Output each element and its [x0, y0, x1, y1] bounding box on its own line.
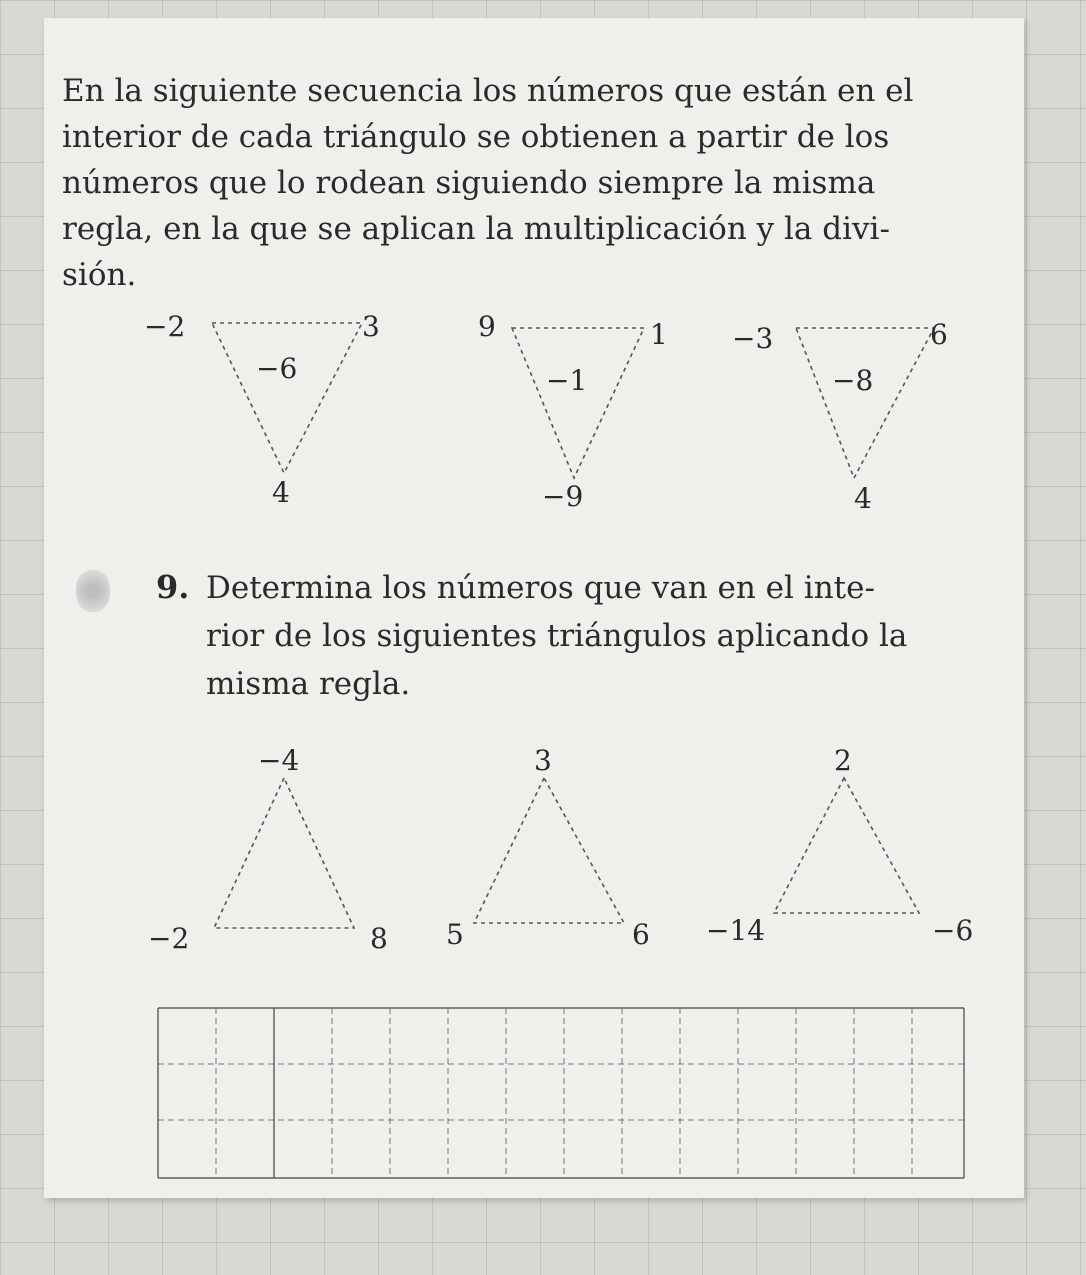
- example-triangle-2: [512, 328, 644, 478]
- example-2-bottom: −9: [542, 480, 584, 513]
- example-1-top-left: −2: [144, 310, 186, 343]
- example-3-bottom: 4: [854, 482, 872, 515]
- problem-2-bottom-left: 5: [446, 918, 464, 951]
- problem-1-bottom-right: 8: [370, 922, 388, 955]
- problem-triangle-3: [774, 778, 919, 913]
- problem-3-bottom-left: −14: [706, 914, 766, 947]
- intro-line: interior de cada triángulo se obtienen a partir de los: [62, 119, 890, 155]
- problem-3-bottom-right: −6: [932, 914, 974, 947]
- example-3-top-left: −3: [732, 322, 774, 355]
- intro-line: sión.: [62, 257, 137, 293]
- problem-triangle-1: [214, 778, 354, 928]
- exercise-number: 9.: [156, 568, 190, 606]
- example-2-inside: −1: [546, 364, 588, 397]
- exercise-line: rior de los siguientes triángulos aplicando la: [206, 618, 908, 654]
- example-2-top-left: 9: [478, 310, 496, 343]
- worksheet-stamp-icon: [76, 570, 110, 612]
- example-1-top-right: 3: [362, 310, 380, 343]
- intro-line: En la siguiente secuencia los números que están en el: [62, 73, 914, 109]
- problem-1-bottom-left: −2: [148, 922, 190, 955]
- example-1-bottom: 4: [272, 476, 290, 509]
- example-1-inside: −6: [256, 352, 298, 385]
- problem-2-bottom-right: 6: [632, 918, 650, 951]
- example-2-top-right: 1: [650, 318, 668, 351]
- example-triangle-3: [796, 328, 934, 478]
- example-3-inside: −8: [832, 364, 874, 397]
- answer-grid-lines: [158, 1008, 964, 1188]
- problem-2-top: 3: [534, 744, 552, 777]
- answer-grid[interactable]: [158, 1008, 964, 1188]
- problem-triangle-2: [474, 778, 624, 923]
- problem-3-top: 2: [834, 744, 852, 777]
- intro-line: regla, en la que se aplican la multiplicación y la divi-: [62, 211, 890, 247]
- exercise-line: Determina los números que van en el inte-: [206, 570, 875, 606]
- example-3-top-right: 6: [930, 318, 948, 351]
- exercise-line: misma regla.: [206, 666, 411, 702]
- problem-1-top: −4: [258, 744, 300, 777]
- worksheet-page: [44, 18, 1024, 1198]
- intro-line: números que lo rodean siguiendo siempre la misma: [62, 165, 876, 201]
- example-triangle-1: [212, 323, 362, 473]
